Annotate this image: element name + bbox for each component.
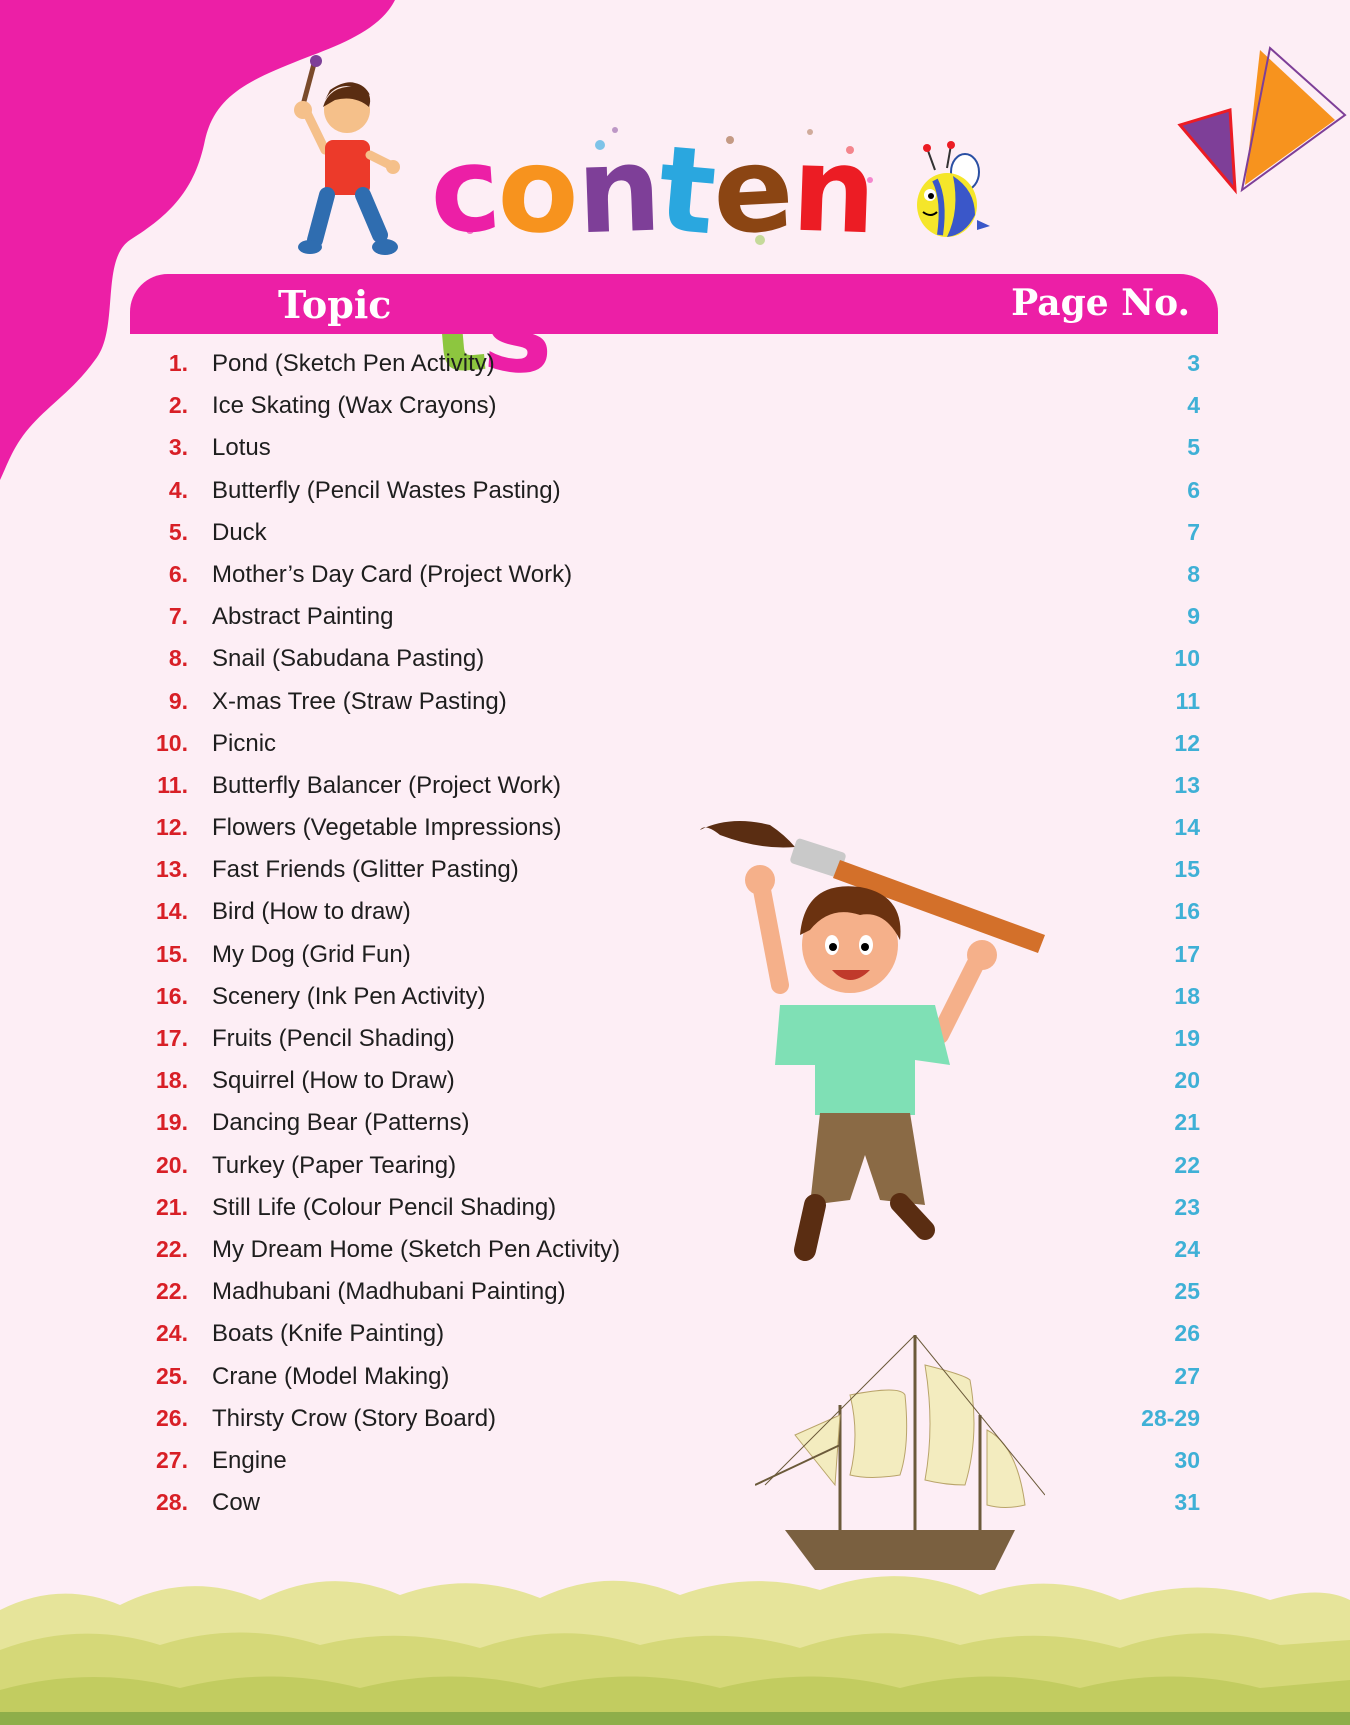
entry-number: 15.	[156, 940, 188, 967]
entry-number: 2.	[168, 392, 188, 419]
entry-number: 3.	[168, 434, 188, 461]
entry-number: 9.	[168, 687, 188, 714]
entry-page-number: 24	[1174, 1235, 1200, 1262]
entry-topic: Snail (Sabudana Pasting)	[212, 645, 485, 673]
topic-column-header: Topic	[278, 282, 392, 327]
entry-number: 5.	[168, 518, 188, 545]
entry-topic: Madhubani (Madhubani Painting)	[212, 1278, 566, 1306]
entry-page-number: 11	[1175, 687, 1200, 714]
entry-number: 22.	[156, 1278, 188, 1305]
entry-number: 6.	[168, 560, 188, 587]
bee-illustration	[905, 140, 995, 250]
entry-page-number: 26	[1174, 1320, 1200, 1347]
entry-topic: Abstract Painting	[212, 603, 394, 631]
entry-number: 10.	[156, 729, 188, 756]
entry-page-number: 13	[1174, 771, 1200, 798]
entry-number: 18.	[156, 1067, 188, 1094]
entry-topic: Duck	[212, 518, 267, 546]
entry-page-number: 25	[1174, 1278, 1200, 1305]
entry-topic: Crane (Model Making)	[212, 1362, 450, 1390]
entry-topic: Lotus	[212, 434, 271, 462]
entry-page-number: 30	[1174, 1446, 1200, 1473]
entry-number: 22.	[156, 1235, 188, 1262]
entry-number: 12.	[156, 814, 188, 841]
entry-page-number: 5	[1187, 434, 1200, 461]
entry-topic: My Dream Home (Sketch Pen Activity)	[212, 1235, 621, 1263]
entry-number: 16.	[156, 982, 188, 1009]
contents-row	[130, 639, 1200, 681]
page-number-column-header: Page No.	[1011, 282, 1190, 324]
page-title	[425, 118, 900, 262]
triangle-decoration	[1170, 45, 1350, 205]
entry-number: 14.	[156, 898, 188, 925]
entry-page-number: 9	[1187, 603, 1200, 630]
entry-topic: Boats (Knife Painting)	[212, 1320, 445, 1348]
title-letter: n	[789, 119, 876, 261]
jumping-boy-with-brush-illustration	[700, 805, 1060, 1295]
entry-page-number: 21	[1174, 1109, 1200, 1136]
title-letter: n	[574, 119, 662, 261]
entry-topic: My Dog (Grid Fun)	[212, 940, 411, 968]
entry-topic: X-mas Tree (Straw Pasting)	[212, 687, 507, 715]
entry-number: 13.	[156, 856, 188, 883]
entry-topic: Thirsty Crow (Story Board)	[212, 1404, 497, 1432]
entry-page-number: 23	[1174, 1193, 1200, 1220]
title-letter: o	[494, 119, 581, 261]
entry-number: 11.	[157, 771, 188, 798]
entry-topic: Dancing Bear (Patterns)	[212, 1109, 470, 1137]
entry-page-number: 16	[1174, 898, 1200, 925]
entry-topic: Squirrel (How to Draw)	[212, 1067, 455, 1095]
entry-number: 8.	[168, 645, 188, 672]
entry-topic: Engine	[212, 1446, 287, 1474]
contents-row	[130, 555, 1200, 597]
entry-page-number: 3	[1187, 350, 1200, 376]
entry-number: 28.	[156, 1489, 188, 1516]
entry-topic: Butterfly (Pencil Wastes Pasting)	[212, 476, 561, 504]
contents-row	[130, 724, 1200, 766]
entry-topic: Cow	[212, 1489, 261, 1517]
entry-page-number: 19	[1174, 1025, 1200, 1051]
contents-row	[130, 428, 1200, 470]
entry-number: 27.	[156, 1446, 188, 1473]
entry-page-number: 10	[1174, 645, 1200, 672]
entry-number: 19.	[156, 1109, 188, 1136]
entry-page-number: 12	[1174, 729, 1200, 756]
entry-page-number: 6	[1187, 476, 1200, 503]
entry-topic: Scenery (Ink Pen Activity)	[212, 982, 486, 1010]
contents-row	[130, 471, 1200, 513]
entry-number: 20.	[156, 1151, 188, 1178]
entry-number: 26.	[156, 1404, 188, 1431]
title-letter: c	[425, 118, 503, 262]
entry-number: 17.	[156, 1025, 188, 1051]
contents-row	[130, 682, 1200, 724]
entry-page-number: 8	[1187, 560, 1200, 587]
entry-page-number: 18	[1174, 982, 1200, 1009]
entry-page-number: 31	[1174, 1489, 1200, 1516]
contents-row	[130, 386, 1200, 428]
title-letter: e	[709, 119, 796, 261]
entry-page-number: 7	[1187, 518, 1200, 545]
contents-row	[130, 344, 1200, 386]
entry-page-number: 4	[1187, 392, 1200, 419]
contents-header-bar	[130, 274, 1218, 334]
entry-topic: Bird (How to draw)	[212, 898, 411, 926]
entry-page-number: 22	[1174, 1151, 1200, 1178]
entry-number: 1.	[168, 350, 188, 376]
sea-waves-decoration	[0, 1540, 1350, 1725]
entry-page-number: 17	[1174, 940, 1200, 967]
entry-number: 7.	[168, 603, 188, 630]
entry-topic: Ice Skating (Wax Crayons)	[212, 392, 497, 420]
entry-page-number: 28-29	[1141, 1404, 1200, 1431]
contents-row	[130, 513, 1200, 555]
entry-topic: Pond (Sketch Pen Activity)	[212, 350, 495, 377]
painting-boy-illustration	[285, 55, 415, 265]
title-letter: t	[653, 118, 720, 262]
entry-page-number: 14	[1174, 814, 1200, 841]
entry-number: 4.	[168, 476, 188, 503]
entry-number: 21.	[156, 1193, 188, 1220]
entry-page-number: 15	[1174, 856, 1200, 883]
entry-page-number: 20	[1174, 1067, 1200, 1094]
entry-topic: Picnic	[212, 729, 277, 757]
entry-topic: Mother’s Day Card (Project Work)	[212, 560, 573, 588]
entry-topic: Butterfly Balancer (Project Work)	[212, 771, 561, 799]
entry-topic: Turkey (Paper Tearing)	[212, 1151, 457, 1179]
contents-row	[130, 597, 1200, 639]
entry-topic: Fast Friends (Glitter Pasting)	[212, 856, 519, 884]
contents-row	[130, 766, 1200, 808]
entry-number: 24.	[156, 1320, 188, 1347]
entry-topic: Still Life (Colour Pencil Shading)	[212, 1193, 557, 1221]
entry-topic: Flowers (Vegetable Impressions)	[212, 814, 562, 842]
entry-page-number: 27	[1174, 1362, 1200, 1389]
entry-topic: Fruits (Pencil Shading)	[212, 1025, 455, 1052]
entry-number: 25.	[156, 1362, 188, 1389]
